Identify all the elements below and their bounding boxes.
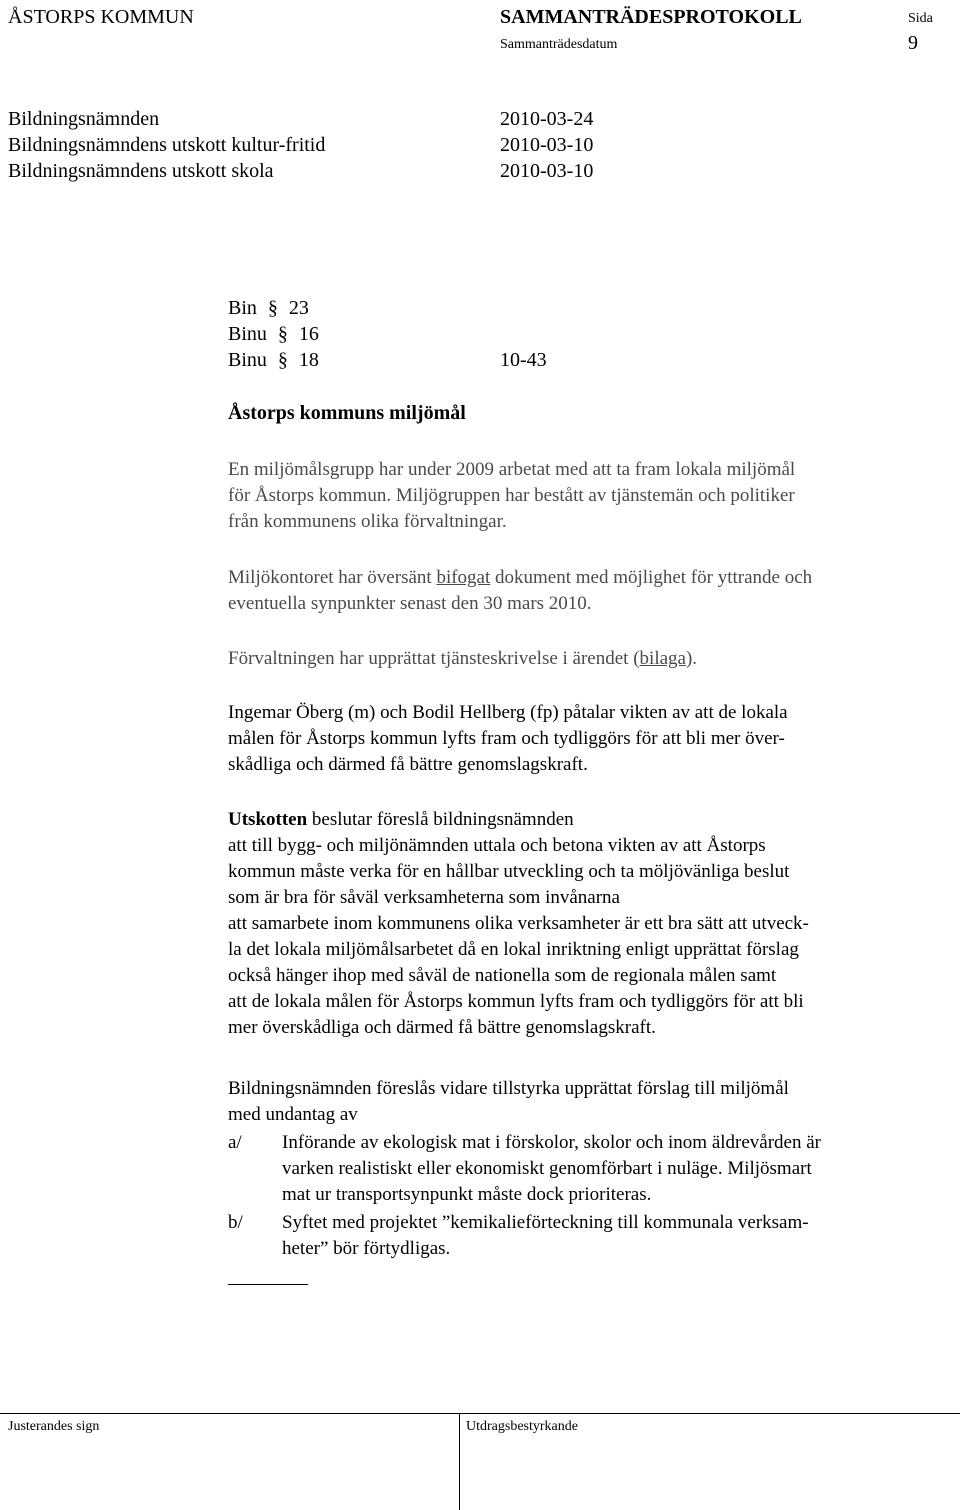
text-line: skådliga och därmed få bättre genomslagskraft. bbox=[228, 754, 588, 775]
section-sign: § bbox=[277, 349, 288, 371]
paragraph-ref bbox=[228, 297, 309, 320]
text-line: heter” bör förtydligas. bbox=[282, 1238, 451, 1259]
ref-number: 18 bbox=[298, 349, 319, 371]
text-line: mat ur transportsynpunkt måste dock prioriteras. bbox=[282, 1184, 652, 1205]
body-date: 2010-03-24 bbox=[500, 108, 594, 130]
text-line: att till bygg- och miljönämnden uttala och betona vikten av att Åstorps bbox=[228, 835, 766, 856]
text-line: Införande av ekologisk mat i förskolor, skolor och inom äldrevården är bbox=[282, 1132, 821, 1153]
document-type: SAMMANTRÄDESPROTOKOLL bbox=[500, 6, 802, 28]
body-name: Bildningsnämndens utskott skola bbox=[8, 160, 274, 182]
paragraph-background bbox=[228, 457, 795, 535]
text-line: kommun måste verka för en hållbar utveckling och ta möljövänliga beslut bbox=[228, 861, 790, 882]
text-line: Utskotten beslutar föreslå bildningsnämnden bbox=[228, 809, 574, 830]
exception-item bbox=[282, 1130, 821, 1208]
paragraph-consultation bbox=[228, 565, 812, 617]
text-line: En miljömålsgrupp har under 2009 arbetat med att ta fram lokala miljömål bbox=[228, 459, 796, 480]
text-line: mer överskådliga och därmed få bättre genomslagskraft. bbox=[228, 1017, 656, 1038]
section-title: Åstorps kommuns miljömål bbox=[228, 402, 466, 424]
text-line: Miljökontoret har översänt bifogat dokument med möjlighet för yttrande och bbox=[228, 567, 813, 588]
paragraph-ref bbox=[228, 349, 319, 372]
text-line: också hänger ihop med såväl de nationella som de regionala målen samt bbox=[228, 965, 777, 986]
text-line: Syftet med projektet ”kemikalieförteckning till kommunala verksam- bbox=[282, 1212, 809, 1233]
closing-rule bbox=[228, 1284, 308, 1285]
text-line: Bildningsnämnden föreslås vidare tillstyrka upprättat förslag till miljömål bbox=[228, 1078, 789, 1099]
text-line: eventuella synpunkter senast den 30 mars 2010. bbox=[228, 593, 592, 614]
page-label: Sida bbox=[908, 11, 933, 26]
attachment-link[interactable]: bilaga bbox=[639, 648, 686, 669]
text-line: Förvaltningen har upprättat tjänsteskrivelse i ärendet (bilaga). bbox=[228, 648, 698, 669]
text-line: från kommunens olika förvaltningar. bbox=[228, 511, 507, 532]
paragraph-ref bbox=[228, 323, 319, 346]
text-line: Ingemar Öberg (m) och Bodil Hellberg (fp) påtalar vikten av att de lokala bbox=[228, 702, 788, 723]
footer-top-rule bbox=[0, 1413, 960, 1414]
decision-lead: Utskotten bbox=[228, 809, 308, 830]
text-line: att de lokala målen för Åstorps kommun lyfts fram och tydliggörs för att bli bbox=[228, 991, 804, 1012]
page-number: 9 bbox=[908, 32, 918, 54]
diary-number: 10-43 bbox=[500, 349, 547, 371]
ref-number: 23 bbox=[288, 297, 309, 319]
meeting-date-label: Sammanträdesdatum bbox=[500, 37, 618, 52]
exception-label: a/ bbox=[228, 1132, 242, 1153]
text-line: varken realistiskt eller ekonomiskt genomförbart i nuläge. Miljösmart bbox=[282, 1158, 812, 1179]
org-name: ÅSTORPS KOMMUN bbox=[8, 6, 194, 28]
section-sign: § bbox=[277, 323, 288, 345]
paragraph-proposal bbox=[228, 1076, 789, 1128]
body-name: Bildningsnämnden bbox=[8, 108, 160, 130]
text-line: målen för Åstorps kommun lyfts fram och tydliggörs för att bli mer över- bbox=[228, 728, 785, 749]
paragraph-official-report bbox=[228, 646, 697, 672]
paragraph-decision bbox=[228, 807, 809, 1041]
exception-label: b/ bbox=[228, 1212, 243, 1233]
text-line: med undantag av bbox=[228, 1104, 358, 1125]
ref-number: 16 bbox=[298, 323, 319, 345]
ref-body: Binu bbox=[228, 323, 267, 345]
body-date: 2010-03-10 bbox=[500, 160, 594, 182]
attachment-link[interactable]: bifogat bbox=[436, 567, 491, 588]
text-line: för Åstorps kommun. Miljögruppen har bestått av tjänstemän och politiker bbox=[228, 485, 795, 506]
ref-body: Binu bbox=[228, 349, 267, 371]
section-sign: § bbox=[267, 297, 278, 319]
body-name: Bildningsnämndens utskott kultur-fritid bbox=[8, 134, 326, 156]
justification-sign-label: Justerandes sign bbox=[8, 1419, 100, 1434]
ref-body: Bin bbox=[228, 297, 257, 319]
text-line: som är bra för såväl verksamheterna som invånarna bbox=[228, 887, 620, 908]
text-line: la det lokala miljömålsarbetet då en lokal inriktning enligt upprättat förslag bbox=[228, 939, 799, 960]
body-date: 2010-03-10 bbox=[500, 134, 594, 156]
paragraph-statement bbox=[228, 700, 788, 778]
extract-certification-label: Utdragsbestyrkande bbox=[466, 1419, 578, 1434]
footer-divider bbox=[459, 1413, 460, 1510]
text-line: att samarbete inom kommunens olika verksamheter är ett bra sätt att utveck- bbox=[228, 913, 809, 934]
exception-item bbox=[282, 1210, 809, 1262]
